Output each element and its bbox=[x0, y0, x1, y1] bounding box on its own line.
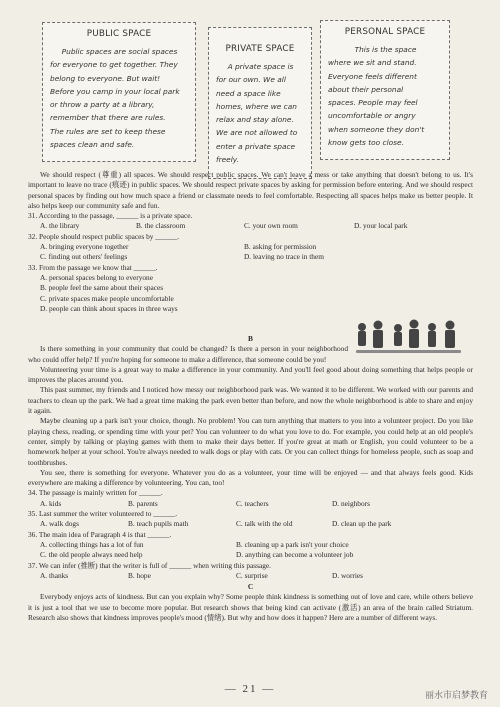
box-line: enter a private space bbox=[216, 141, 296, 151]
box-line: relax and stay alone. bbox=[216, 115, 294, 125]
option[interactable]: D. people can think about spaces in three ways bbox=[40, 303, 178, 313]
option[interactable]: B. hope bbox=[128, 570, 151, 580]
option[interactable]: C. teachers bbox=[236, 498, 269, 508]
box-title: PUBLIC SPACE bbox=[86, 29, 152, 39]
question-35-options bbox=[28, 519, 473, 529]
space-boxes bbox=[40, 12, 460, 165]
page-number: — 21 — bbox=[224, 683, 276, 695]
option[interactable]: A. collecting things has a lot of fun bbox=[40, 539, 144, 549]
option[interactable]: A. walk dogs bbox=[40, 519, 79, 529]
box-title: PRIVATE SPACE bbox=[225, 44, 295, 54]
question-34-options bbox=[28, 499, 473, 509]
question-37-stem: 37. We can infer (推断) that the writer is full of ______ when writing this passage. bbox=[28, 560, 271, 570]
question-33-option bbox=[28, 283, 473, 293]
box-line: for our own. We all bbox=[216, 75, 286, 85]
box-text bbox=[328, 43, 443, 149]
box-line: need a space like bbox=[216, 88, 281, 98]
question-32-options bbox=[28, 242, 473, 252]
question-33-option bbox=[28, 294, 473, 304]
passage-b-paragraph: You see, there is something for everyone. Whatever you do as a volunteer, your time will be enjoyed — and that always feels good. Kids everywhere are making a difference by volunteering. You can, too! bbox=[28, 467, 473, 488]
question-33-stem: 33. From the passage we know that ______. bbox=[28, 262, 158, 272]
question-31-options bbox=[28, 221, 473, 231]
question-36-stem: 36. The main idea of Paragraph 4 is that ______. bbox=[28, 529, 172, 539]
option[interactable]: D. anything can become a volunteer job bbox=[236, 550, 354, 560]
option[interactable]: A. thanks bbox=[40, 570, 69, 580]
personal-space-box bbox=[320, 20, 450, 160]
option[interactable]: C. finding out others' feelings bbox=[40, 252, 128, 262]
box-line: belong to everyone. But wait! bbox=[50, 73, 161, 83]
box-line: Public spaces are social spaces bbox=[61, 47, 178, 56]
box-line: The rules are set to keep these bbox=[50, 126, 166, 136]
box-line: spaces clean and safe. bbox=[50, 140, 135, 150]
box-line: Before you camp in your local park bbox=[50, 86, 180, 96]
option[interactable]: C. talk with the old bbox=[236, 519, 293, 529]
question-35-stem: 35. Last summer the writer volunteered to ______. bbox=[28, 509, 178, 519]
watermark: 丽水市启梦教育 bbox=[424, 691, 488, 701]
option[interactable]: D. your local park bbox=[354, 221, 408, 231]
option[interactable]: D. neighbors bbox=[332, 498, 370, 508]
option[interactable]: D. worries bbox=[332, 570, 363, 580]
question-36-options bbox=[28, 540, 473, 550]
box-title: PERSONAL SPACE bbox=[344, 27, 426, 37]
option[interactable]: B. teach pupils math bbox=[128, 519, 189, 529]
box-line: know gets too close. bbox=[328, 138, 404, 148]
section-b-heading: B bbox=[248, 334, 253, 343]
option[interactable]: C. surprise bbox=[236, 570, 268, 580]
box-line: remember that there are rules. bbox=[50, 113, 166, 123]
box-line: spaces. People may feel bbox=[328, 98, 418, 108]
option[interactable]: D. leaving no trace in them bbox=[244, 252, 324, 262]
passage-b-paragraph: This past summer, my friends and I noticed how messy our neighborhood park was. We wanted it to be different. We worked with our parents and teachers to clean up the park. We had a great time making the park even better than before, and now the whole neighborhood is able to share and enjoy it again. bbox=[28, 385, 473, 416]
question-32-options-row2 bbox=[28, 252, 473, 262]
passage-a-section bbox=[28, 170, 473, 314]
option[interactable]: C. private spaces make people uncomfortable bbox=[40, 293, 174, 303]
box-line: for everyone to get together. They bbox=[50, 60, 178, 70]
box-line: when someone they don't bbox=[328, 124, 425, 134]
box-line: or throw a party at a library, bbox=[50, 100, 155, 110]
passage-b-paragraph: Volunteering your time is a great way to make a difference in your community. And you'll feel good about doing something that helps people or improves the places around you. bbox=[28, 364, 473, 385]
option[interactable]: C. the old people always need help bbox=[40, 550, 143, 560]
box-line: This is the space bbox=[354, 45, 417, 54]
passage-b-paragraph: Maybe cleaning up a park isn't your choice, though. No problem! You can turn anything that matters to you into a volunteer project. Do you like playing chess, reading, or spending time with your pet? You can volunteer to do what you love to do. For example, you could help at an old people's center, simply by talking or playing games with them to make their days better. If you're great at math or English, you could volunteer to be a homework helper at your school. You're always needed to walk dogs or play with cats. Or you can collect things for homeless people, such as soap and toothbrushes. bbox=[28, 416, 473, 467]
box-line: A private space is bbox=[227, 62, 294, 71]
option[interactable]: B. people feel the same about their spaces bbox=[40, 283, 164, 293]
box-text bbox=[216, 60, 305, 166]
option[interactable]: C. your own room bbox=[244, 221, 298, 231]
private-space-box bbox=[208, 27, 312, 179]
box-line: where we sit and stand. bbox=[328, 58, 417, 68]
question-32-stem: 32. People should respect public spaces by ______. bbox=[28, 231, 180, 241]
option[interactable]: B. the classroom bbox=[136, 221, 186, 231]
box-line: freely. bbox=[216, 155, 239, 165]
passage-c-paragraph: Everybody enjoys acts of kindness. But can you explain why? Some people think kindness is something out of love and care, while others believe it is just a tool that we use to become more popular. But research shows that being kind can activate (激活) an area of the brain called Striatum. Research also shows that kindness improves people's mood (情绪). But why and how does it happen? Here are a number of different ways. bbox=[28, 592, 473, 623]
box-line: Everyone feels different bbox=[328, 71, 417, 81]
option[interactable]: B. cleaning up a park isn't your choice bbox=[236, 539, 349, 549]
question-36-options-row2 bbox=[28, 550, 473, 560]
question-34-stem: 34. The passage is mainly written for ______. bbox=[28, 488, 163, 498]
option[interactable]: A. kids bbox=[40, 498, 62, 508]
box-line: about their personal bbox=[328, 84, 404, 94]
option[interactable]: D. clean up the park bbox=[332, 519, 392, 529]
box-text bbox=[50, 45, 189, 151]
option[interactable]: B. parents bbox=[128, 498, 158, 508]
question-31-stem: 31. According to the passage, ______ is a private space. bbox=[28, 211, 193, 221]
public-space-box bbox=[42, 22, 196, 162]
option[interactable]: A. personal spaces belong to everyone bbox=[40, 272, 153, 282]
box-line: homes, where we can bbox=[216, 101, 297, 111]
passage-b-section bbox=[28, 334, 473, 623]
box-line: uncomfortable or angry bbox=[328, 111, 416, 121]
option[interactable]: A. bringing everyone together bbox=[40, 242, 129, 252]
question-37-options bbox=[28, 571, 473, 581]
option[interactable]: A. the library bbox=[40, 221, 80, 231]
question-33-option bbox=[28, 304, 473, 314]
option[interactable]: B. asking for permission bbox=[244, 242, 317, 252]
section-c-heading: C bbox=[247, 582, 254, 592]
question-33-option bbox=[28, 273, 473, 283]
passage-b-paragraph: Is there something in your community that could be changed? Is there a person in your neighborhood who could offer help? If you're hoping for someone to make a difference, that someone could be you! bbox=[28, 344, 348, 364]
passage-a-paragraph: We should respect (尊重) all spaces. We should respect public spaces. We can't leave a mess or take anything that doesn't belong to us. It's important to leave no trace (痕迹) in public spaces. We should respect private spaces by asking for permission before entering. And we should respect personal spaces by finding out how much space a friend or classmate needs to feel comfortable. Respecting all spaces helps make us better people. It also helps keep our community safe and fun. bbox=[28, 170, 473, 210]
box-line: We are not allowed to bbox=[216, 128, 298, 138]
